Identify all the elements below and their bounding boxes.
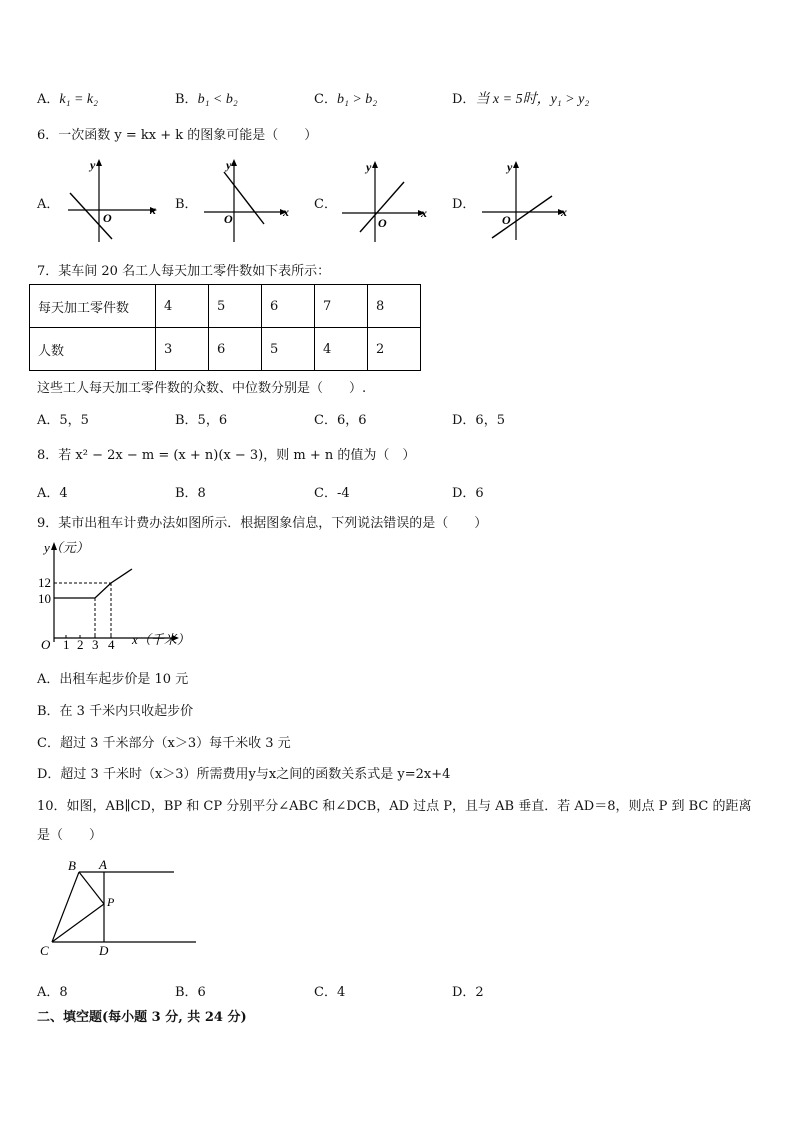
q6b-y-label: y xyxy=(226,158,232,172)
q10-label-c: C xyxy=(40,943,49,958)
q7-question: 这些工人每天加工零件数的众数、中位数分别是（ ）. xyxy=(37,381,367,396)
q6-graph-a xyxy=(62,156,166,244)
table-cell: 8 xyxy=(368,285,421,328)
table-row xyxy=(30,328,421,371)
q10-stem-line2: 是（ ） xyxy=(37,828,103,843)
q10-label-d: D xyxy=(99,943,109,958)
table-cell: 人数 xyxy=(30,328,156,371)
q5-option-d: D．当 x = 5时，y₁ > y₂ xyxy=(452,92,590,107)
table-cell: 4 xyxy=(315,328,368,371)
q10-option-c: C．4 xyxy=(314,985,346,1000)
table-cell: 每天加工零件数 xyxy=(30,285,156,328)
q7-options xyxy=(37,409,757,431)
q8-option-d: D．6 xyxy=(452,486,484,501)
section-heading: 二、填空题(每小题 3 分, 共 24 分) xyxy=(37,1010,247,1025)
q5-option-a: A．k₁ = k₂ xyxy=(37,92,98,107)
q6-letter-c: C． xyxy=(314,197,337,212)
q6a-x-label: x xyxy=(150,203,156,217)
table-cell: 6 xyxy=(262,285,315,328)
q9-option-d: D．超过 3 千米时（x＞3）所需费用y与x之间的函数关系式是 y=2x+4 xyxy=(37,767,451,782)
q7-option-d: D．6，5 xyxy=(452,413,505,428)
q5-option-c: C．b₁ > b₂ xyxy=(314,92,378,107)
q9-y-tick-10: 10 xyxy=(38,591,51,606)
q9-x-tick-1: 1 xyxy=(63,637,70,652)
table-cell: 6 xyxy=(209,328,262,371)
q5-option-b: B．b₁ < b₂ xyxy=(175,92,238,107)
q9-option-b: B．在 3 千米内只收起步价 xyxy=(37,704,194,719)
q9-origin: O xyxy=(41,637,51,652)
q10-label-a: A xyxy=(99,858,107,872)
q6b-x-label: x xyxy=(283,205,289,219)
q9-stem: 9．某市出租车计费办法如图所示．根据图象信息，下列说法错误的是（ ） xyxy=(37,516,488,531)
q7-option-c: C．6，6 xyxy=(314,413,367,428)
q7-stem: 7．某车间 20 名工人每天加工零件数如下表所示： xyxy=(37,264,331,279)
q6-letter-d: D． xyxy=(452,197,476,212)
q8-option-a: A．4 xyxy=(37,486,68,501)
q9-graph xyxy=(36,536,206,656)
q10-option-a: A．8 xyxy=(37,985,68,1000)
q9-y-label: y（元） xyxy=(44,540,89,555)
q9-option-a: A．出租车起步价是 10 元 xyxy=(37,672,189,687)
q10-figure xyxy=(36,858,206,960)
q7-option-a: A．5，5 xyxy=(37,413,89,428)
q10-stem-line1: 10．如图，AB∥CD，BP 和 CP 分别平分∠ABC 和∠DCB，AD 过点 P，且与 AB 垂直．若 AD＝8，则点 P 到 BC 的距离 xyxy=(37,799,752,814)
q8-options xyxy=(37,482,757,504)
q10-label-b: B xyxy=(68,858,76,873)
q6c-y-label: y xyxy=(366,160,372,174)
q6d-y-label: y xyxy=(507,160,513,174)
q9-x-label: x（千米） xyxy=(132,632,190,647)
q10-option-b: B．6 xyxy=(175,985,206,1000)
table-cell: 5 xyxy=(209,285,262,328)
q6b-origin: O xyxy=(224,212,233,226)
table-cell: 5 xyxy=(262,328,315,371)
table-row xyxy=(30,285,421,328)
q6a-origin: O xyxy=(103,211,112,225)
table-cell: 2 xyxy=(368,328,421,371)
q6-graph-c xyxy=(338,156,442,244)
q9-y-tick-12: 12 xyxy=(38,575,51,590)
q9-option-c: C．超过 3 千米部分（x＞3）每千米收 3 元 xyxy=(37,736,291,751)
q7-table xyxy=(29,284,421,371)
q6d-x-label: x xyxy=(561,205,567,219)
table-cell: 4 xyxy=(156,285,209,328)
q6d-origin: O xyxy=(502,213,511,227)
q10-option-d: D．2 xyxy=(452,985,484,1000)
q6-letter-b: B． xyxy=(175,197,198,212)
q6-graph-d xyxy=(476,156,580,244)
q6a-y-label: y xyxy=(90,158,96,172)
q5-options xyxy=(37,88,757,110)
table-cell: 3 xyxy=(156,328,209,371)
q8-option-c: C．-4 xyxy=(314,486,350,501)
q9-x-tick-3: 3 xyxy=(92,637,99,652)
q9-x-tick-2: 2 xyxy=(77,637,84,652)
q8-option-b: B．8 xyxy=(175,486,206,501)
q6c-x-label: x xyxy=(421,206,427,220)
q6-letter-a: A． xyxy=(37,197,60,212)
q6-stem: 6．一次函数 y = kx + k 的图象可能是（ ） xyxy=(37,128,318,143)
table-cell: 7 xyxy=(315,285,368,328)
q6-graph-b xyxy=(200,156,304,244)
q8-stem: 8．若 x² − 2x − m = (x + n)(x − 3)，则 m + n 的值为（ ） xyxy=(37,448,416,463)
q10-options xyxy=(37,981,757,1003)
q9-x-tick-4: 4 xyxy=(108,637,115,652)
q6c-origin: O xyxy=(378,216,387,230)
q10-label-p: P xyxy=(107,895,115,909)
q7-option-b: B．5，6 xyxy=(175,413,228,428)
